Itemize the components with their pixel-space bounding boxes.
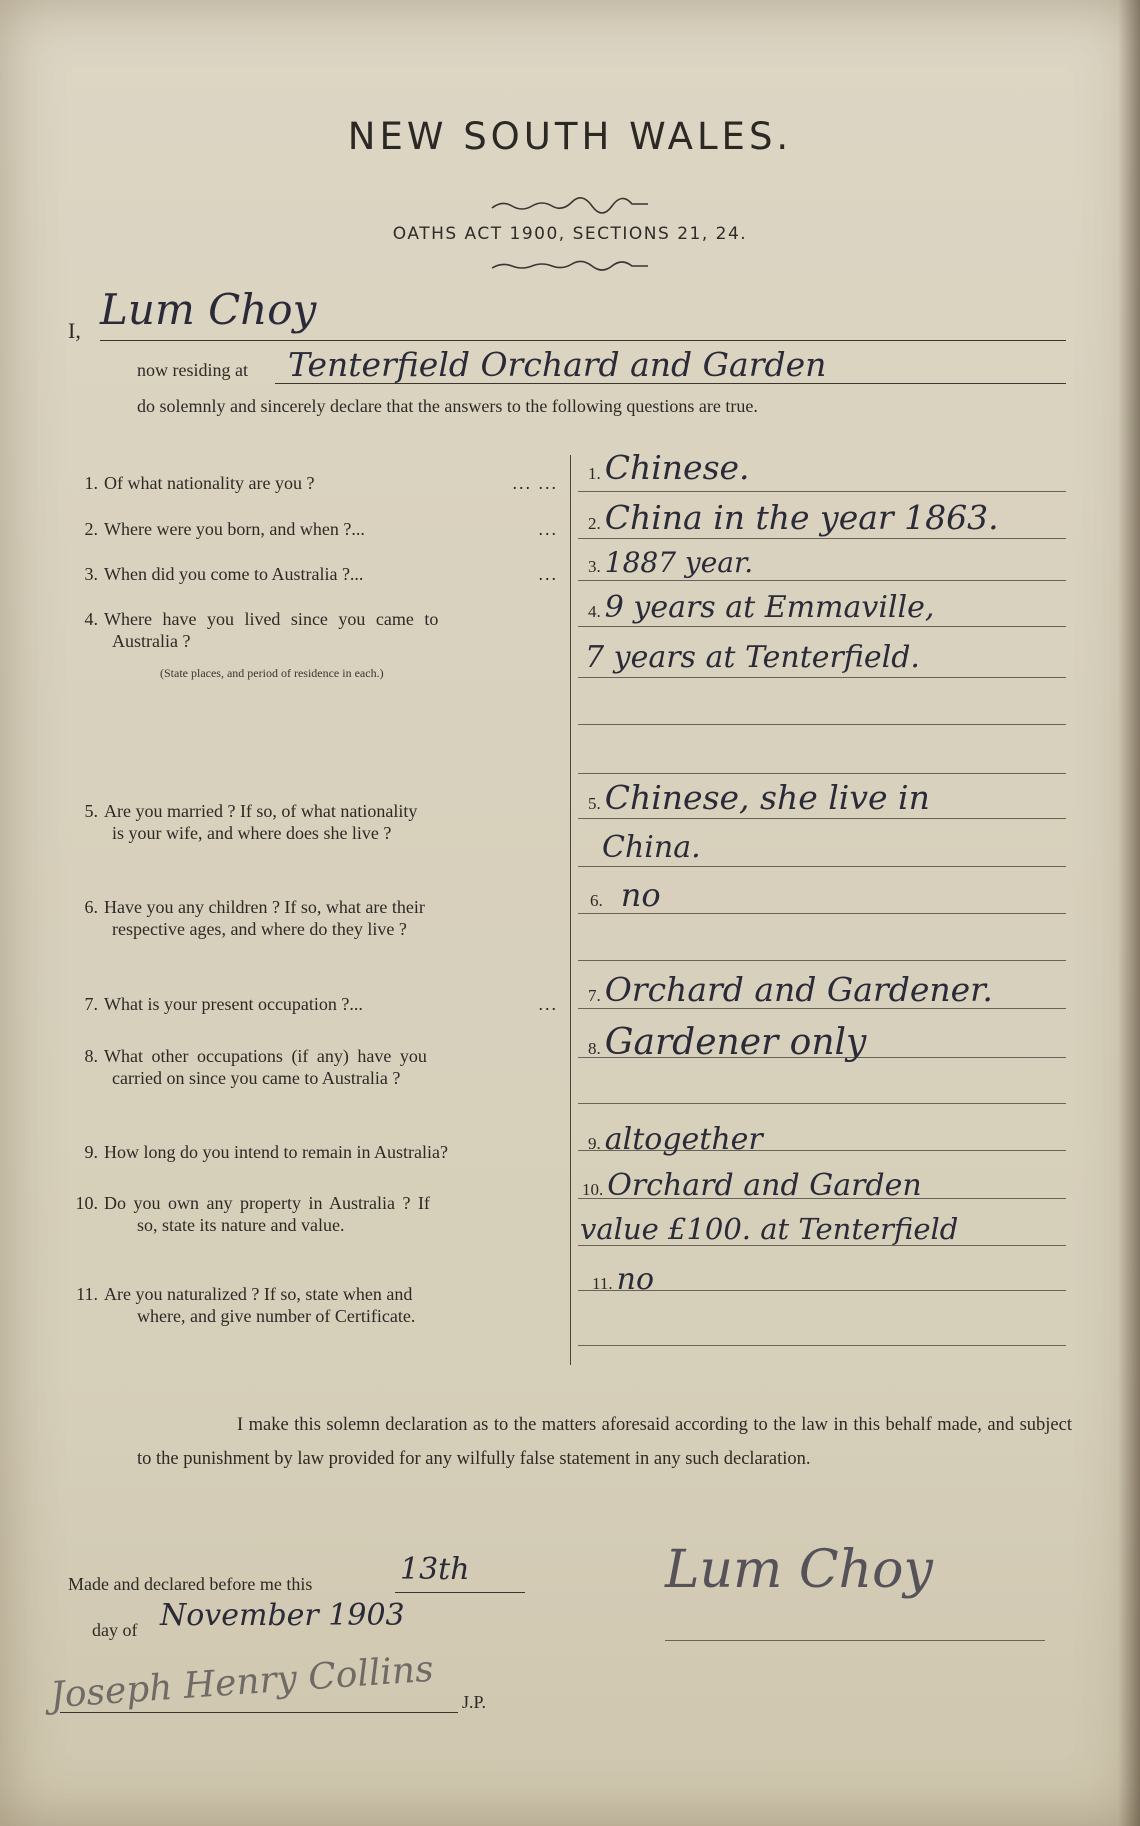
- answer-7: 7. Orchard and Gardener.: [588, 970, 993, 1009]
- jp-line: [60, 1712, 458, 1713]
- question-4-note: (State places, and period of residence in each.): [160, 666, 384, 680]
- answer-10a: 10. Orchard and Garden: [582, 1168, 922, 1203]
- answer-line-11b: [578, 1345, 1066, 1346]
- question-10: 10. Do you own any property in Australia ? If so, state its nature and value.: [75, 1193, 430, 1235]
- answer-4b: 7 years at Tenterfield.: [585, 640, 920, 675]
- jp-label: J.P.: [462, 1692, 487, 1712]
- answer-9: 9. altogether: [588, 1122, 763, 1157]
- answer-line-6b: [578, 960, 1066, 961]
- day-line: [395, 1592, 525, 1593]
- answer-11: 11. no: [592, 1262, 655, 1297]
- ornament-squiggle-bottom: [490, 258, 650, 276]
- declarant-signature-line: [665, 1640, 1045, 1641]
- residing-label: now residing at: [137, 360, 248, 380]
- answer-line-3: [578, 580, 1066, 581]
- question-1: 1. Of what nationality are you ? ... ...: [84, 473, 558, 493]
- declared-day: 13th: [400, 1552, 470, 1587]
- declarant-signature: Lum Choy: [665, 1540, 933, 1600]
- question-5: 5. Are you married ? If so, of what nationality is your wife, and where does she live ?: [84, 801, 418, 843]
- answer-line-2: [578, 538, 1066, 539]
- declarant-name: Lum Choy: [100, 285, 317, 334]
- name-line: [100, 340, 1066, 341]
- question-4: 4. Where have you lived since you came to Australia ?: [84, 609, 439, 651]
- answer-line-4c: [578, 724, 1066, 725]
- answer-line-8b: [578, 1103, 1066, 1104]
- answer-2: 2. China in the year 1863.: [588, 498, 999, 537]
- question-7: 7. What is your present occupation ?... ...: [84, 994, 558, 1014]
- answer-line-1: [578, 491, 1066, 492]
- question-2: 2. Where were you born, and when ?... ...: [84, 519, 558, 539]
- answer-1: 1. Chinese.: [588, 448, 750, 487]
- answer-8: 8. Gardener only: [588, 1022, 867, 1063]
- column-divider: [570, 455, 571, 1365]
- question-9: 9. How long do you intend to remain in Australia?: [84, 1142, 448, 1162]
- page-edge-shadow: [1118, 0, 1140, 1826]
- declarant-prefix: I,: [68, 318, 81, 343]
- form-subtitle: OATHS ACT 1900, SECTIONS 21, 24.: [392, 224, 748, 244]
- residing-value: Tenterfield Orchard and Garden: [288, 345, 827, 384]
- answer-5b: China.: [602, 830, 701, 865]
- declared-month: November 1903: [160, 1598, 405, 1633]
- form-title: NEW SOUTH WALES.: [347, 115, 793, 158]
- answer-line-5b: [578, 866, 1066, 867]
- answer-6: 6. no: [590, 876, 661, 914]
- jp-signature: Joseph Henry Collins: [49, 1648, 435, 1717]
- question-8: 8. What other occupations (if any) have you carried on since you came to Australia ?: [84, 1046, 427, 1088]
- declaration-intro: do solemnly and sincerely declare that the answers to the following questions are true.: [137, 396, 758, 416]
- answer-10b: value £100. at Tenterfield: [580, 1212, 959, 1246]
- answer-line-4a: [578, 626, 1066, 627]
- answer-4a: 4. 9 years at Emmaville,: [588, 590, 935, 625]
- answer-line-4b: [578, 677, 1066, 678]
- question-6: 6. Have you any children ? If so, what are their respective ages, and where do they live ?: [84, 897, 425, 939]
- day-of-label: day of: [92, 1620, 138, 1640]
- answer-line-4d: [578, 773, 1066, 774]
- ornament-squiggle-top: [490, 196, 650, 214]
- made-declared-label: Made and declared before me this: [68, 1574, 313, 1594]
- answer-3: 3. 1887 year.: [588, 546, 754, 579]
- answer-5a: 5. Chinese, she live in: [588, 778, 930, 817]
- answer-line-5a: [578, 818, 1066, 819]
- question-11: 11. Are you naturalized ? If so, state when and where, and give number of Certificate.: [76, 1284, 416, 1326]
- question-3: 3. When did you come to Australia ?... ...: [84, 564, 558, 584]
- residing-line: [275, 383, 1066, 384]
- declaration-paragraph: I make this solemn declaration as to the matters aforesaid according to the law in this behalf made, and subject to the punishment by law provided for any wilfully false statement in any such declaration.: [137, 1415, 1072, 1469]
